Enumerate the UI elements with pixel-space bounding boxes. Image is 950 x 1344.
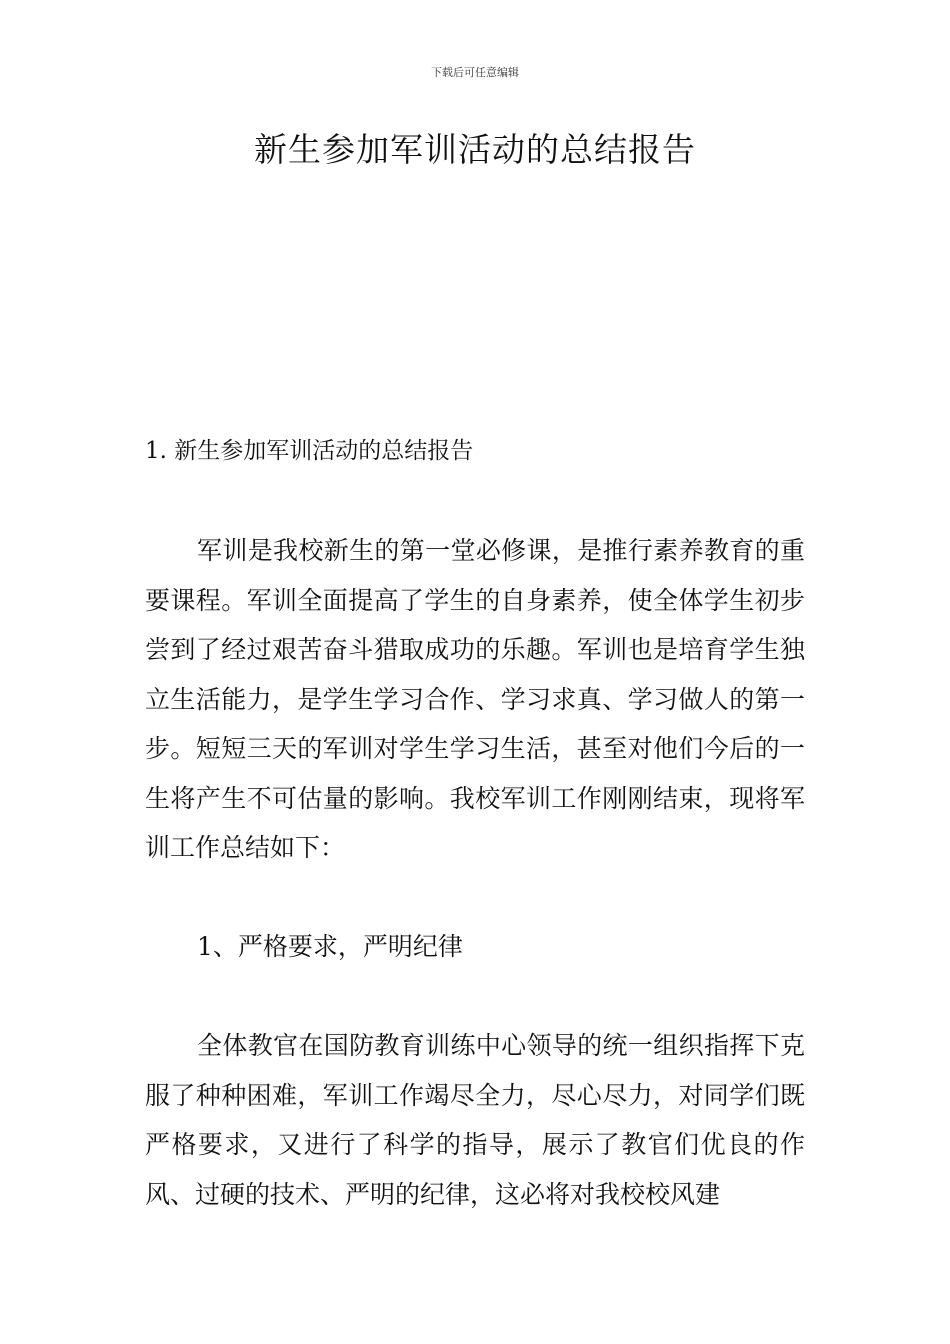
spacer xyxy=(145,477,805,527)
subheading-discipline: 1、严格要求，严明纪律 xyxy=(197,932,463,961)
header-note: 下载后可任意编辑 xyxy=(431,66,519,79)
document-body xyxy=(145,427,805,1219)
spacer xyxy=(145,972,805,1022)
spacer xyxy=(145,873,805,923)
document-title: 新生参加军训活动的总结报告 xyxy=(254,130,696,169)
paragraph-instructors: 全体教官在国防教育训练中心领导的统一组织指挥下克服了种种困难，军训工作竭尽全力，尽心尽力，对同学们既严格要求，又进行了科学的指导，展示了教官们优良的作风、过硬的技术、严明的纪律，这必将对我校校风建 xyxy=(145,1031,805,1209)
section-heading: 1. 新生参加军训活动的总结报告 xyxy=(145,438,474,464)
paragraph-intro: 军训是我校新生的第一堂必修课，是推行素养教育的重要课程。军训全面提高了学生的自身素养，使全体学生初步尝到了经过艰苦奋斗猎取成功的乐趣。军训也是培育学生独立生活能力，是学生学习合作、学习求真、学习做人的第一步。短短三天的军训对学生学习生活，甚至对他们今后的一生将产生不可估量的影响。我校军训工作刚刚结束，现将军训工作总结如下： xyxy=(145,536,805,862)
